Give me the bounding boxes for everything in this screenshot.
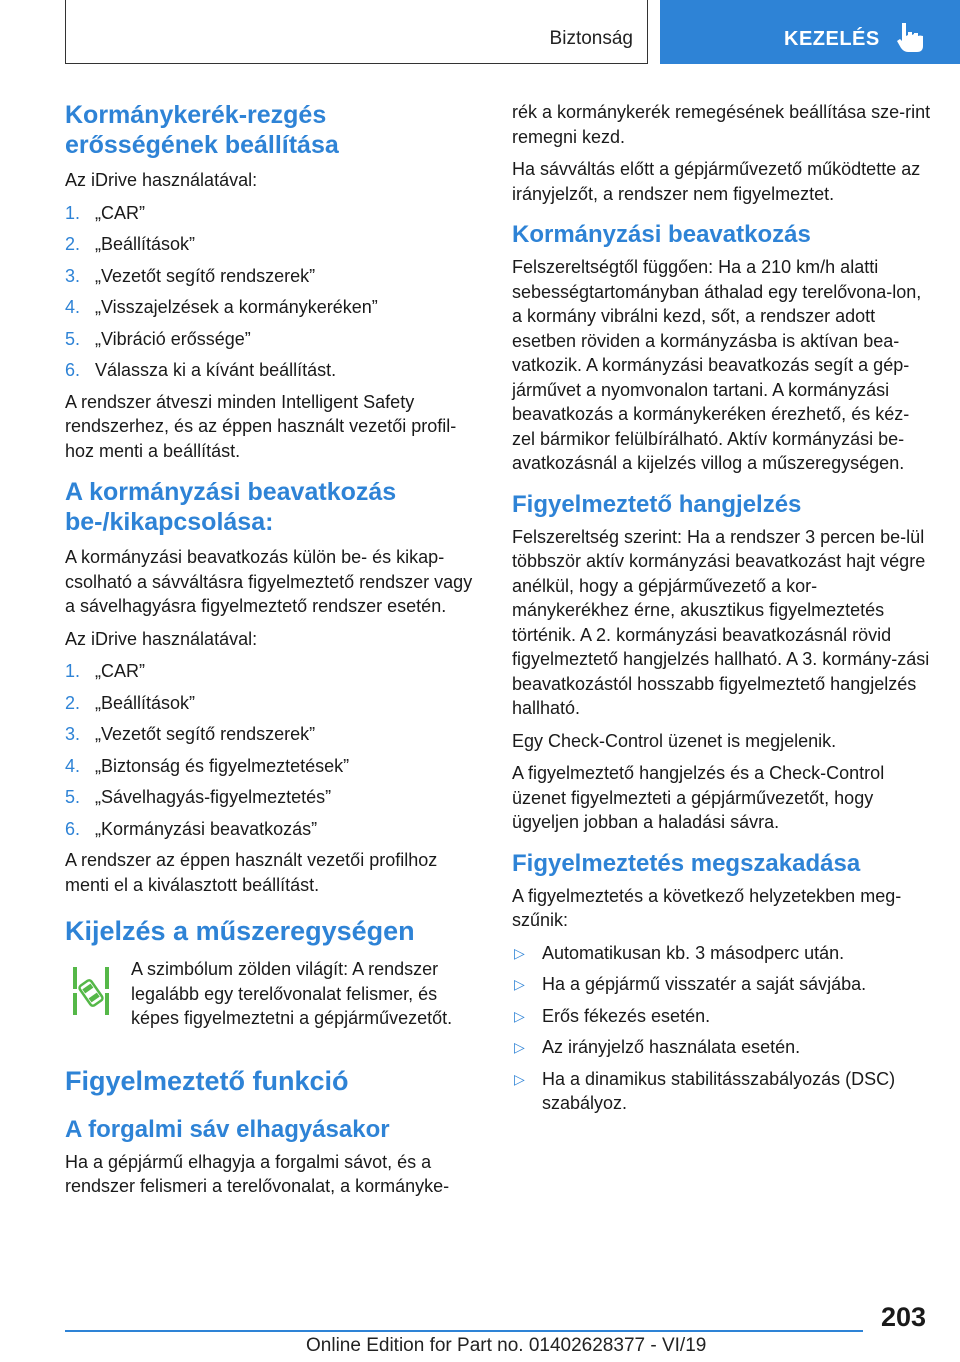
triangle-bullet-icon: ▷ (514, 1039, 525, 1055)
idrive-intro-2: Az iDrive használatával: (65, 628, 258, 649)
left-column (65, 100, 480, 1207)
list-item: 5. „Sávelhagyás-figyelmeztetés” (65, 787, 332, 807)
heading-leaving-lane: A forgalmi sáv elhagyásakor (65, 1115, 390, 1143)
list-item: 3. „Vezetőt segítő rendszerek” (65, 265, 316, 286)
triangle-bullet-icon: ▷ (514, 976, 525, 992)
list-item: ▷ Erős fékezés esetén. (512, 1004, 932, 1029)
right-column (512, 100, 932, 1123)
symbol-description (65, 957, 480, 1031)
list-item: ▷ Az irányjelző használata esetén. (512, 1035, 932, 1060)
list-item: 1. „CAR” (65, 202, 145, 223)
header-section-box (65, 0, 648, 64)
chapter-tab-label: KEZELÉS (784, 28, 880, 50)
paragraph-continuation: rék a kormánykerék remegésének beállítása sze-rint remegni kezd. (512, 102, 931, 147)
footer-edition: Online Edition for Part no. 01402628377 - VI/19 (306, 1335, 707, 1356)
list-item: 2. „Beállítások” (65, 234, 196, 254)
page-number: 203 (880, 1302, 926, 1332)
pointing-hand-icon (896, 20, 926, 54)
paragraph-stop: A figyelmeztetés a következő helyzetekben meg-szűnik: (512, 885, 902, 930)
list-item: 3. „Vezetőt segítő rendszerek” (65, 724, 316, 744)
triangle-bullet-icon: ▷ (514, 944, 525, 961)
section-title: Biztonság (549, 28, 633, 49)
paragraph-intervention: Felszereltségtől függően: Ha a 210 km/h alatti sebességtartományban áthalad egy terelővona-lon, a kormány vibrálni kezd, sőt, a rendszer adott esetben röviden a kormányzásba is aktívan bea-vatkozik. A kormányzási beavatkozás segít a gép-járművet a nyomvonalon tartani. A kormányzási beavatkozás a kormánykeréken érezhető, és kéz-zel bármikor felülbírálható. Aktív kormányzási be-avatkozásnál a kijelzés villog a műszeregységen. (512, 257, 922, 473)
list-item: 6. „Kormányzási beavatkozás” (65, 818, 318, 839)
footer-divider (65, 1330, 863, 1332)
list-item: ▷ Automatikusan kb. 3 másodperc után. (512, 941, 932, 966)
paragraph-warning: A figyelmeztető hangjelzés és a Check-Control üzenet figyelmezteti a gépjárművezetőt, hogy ügyeljen jobban a haladási sávra. (512, 763, 885, 832)
list-item: 2. „Beállítások” (65, 692, 196, 713)
heading-vibration-strength: Kormánykerék-rezgés erősségének beállítása (65, 101, 339, 159)
stop-conditions-list (512, 941, 932, 1116)
paragraph-sound: Felszereltség szerint: Ha a rendszer 3 percen be-lül többször aktív kormányzási beavatkozást hajt végre anélkül, hogy a gépjárművezető a kor-mánykerékhez érne, akusztikus figyelmeztetés történik. A 2. kormányzási beavatkozásnál rövid figyelmeztető hangjelzés hallható. A 3. kormány-zási beavatkozástól hosszabb figyelmeztető hangjelzés hallható. (512, 526, 930, 718)
triangle-bullet-icon: ▷ (514, 1070, 525, 1087)
list-item: 4. „Biztonság és figyelmeztetések” (65, 755, 350, 776)
heading-toggle-intervention: A kormányzási beavatkozás be-/kikapcsolása: (65, 478, 397, 536)
paragraph-symbol: A szimbólum zölden világít: A rendszer legalább egy terelővonalat felismer, és képes figyelmeztetni a gépjárművezetőt. (131, 959, 453, 1028)
steps-list-2 (65, 659, 480, 841)
heading-warning-stop: Figyelmeztetés megszakadása (512, 849, 861, 877)
list-item: 6. Válassza ki a kívánt beállítást. (65, 360, 337, 380)
triangle-bullet-icon: ▷ (514, 1007, 525, 1024)
paragraph-leaving: Ha a gépjármű elhagyja a forgalmi sávot, és a rendszer felismeri a terelővonalat, a kormányke- (65, 1151, 450, 1196)
paragraph-signal: Ha sávváltás előtt a gépjárművezető működtette az irányjelzőt, a rendszer nem figyelmeztet. (512, 159, 921, 204)
steps-list-1 (65, 201, 480, 383)
heading-steering-intervention: Kormányzási beavatkozás (512, 221, 811, 248)
idrive-intro-1: Az iDrive használatával: (65, 170, 258, 190)
chapter-tab (660, 0, 960, 64)
list-item: 4. „Visszajelzések a kormánykeréken” (65, 297, 378, 317)
list-item: ▷ Ha a gépjármű visszatér a saját sávjába. (512, 972, 932, 997)
heading-display: Kijelzés a műszeregységen (65, 916, 415, 946)
list-item: 5. „Vibráció erőssége” (65, 328, 251, 349)
paragraph-takeover: A rendszer átveszi minden Intelligent Safety rendszerhez, és az éppen használt vezetői profil-hoz menti a beállítást. (65, 391, 457, 461)
list-item: ▷ Ha a dinamikus stabilitásszabályozás (DSC) szabályoz. (514, 1068, 896, 1113)
list-item: 1. „CAR” (65, 661, 145, 681)
heading-warning-function: Figyelmeztető funkció (65, 1065, 349, 1096)
lane-departure-symbol-icon (71, 965, 111, 1019)
heading-warning-sound: Figyelmeztető hangjelzés (512, 490, 802, 518)
paragraph-save: A rendszer az éppen használt vezetői profilhoz menti el a kiválasztott beállítást. (65, 850, 438, 895)
paragraph-check-control: Egy Check-Control üzenet is megjelenik. (512, 730, 837, 751)
paragraph-toggle: A kormányzási beavatkozás külön be- és kikap-csolható a sávváltásra figyelmeztető rendszer vagy a sávelhagyásra figyelmeztető rendszer esetén. (65, 547, 473, 616)
